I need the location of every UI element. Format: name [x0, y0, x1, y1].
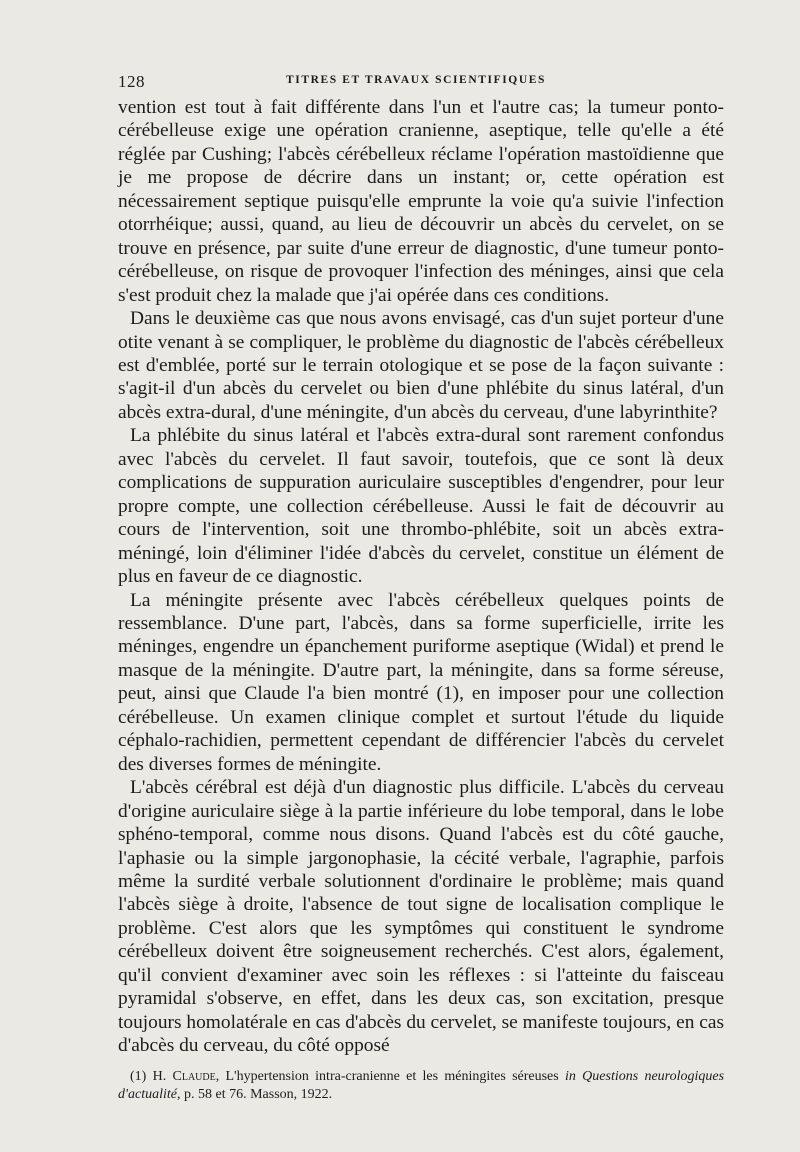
running-head: TITRES ET TRAVAUX SCIENTIFIQUES: [286, 74, 546, 86]
footnote: [118, 1068, 724, 1104]
footnote-source: Questions neurologiques d'actualité: [118, 1069, 725, 1102]
paragraph-3: La phlébite du sinus latéral et l'abcès extra-dural sont rarement confondus avec l'abcès du cervelet. Il faut savoir, toutefois, que ce sont là deux complications de suppuration auriculaire susceptibles d'engendrer, pour leur propre compte, une collection cérébelleuse. Aussi le fait de découvrir au cours de l'intervention, soit une thrombo-phlébite, soit un abcès extra-méningé, loin d'éliminer l'idée d'abcès du cervelet, constitue un élément de plus en faveur de ce diagnostic.: [118, 425, 724, 588]
paragraph-4-text-b: , en imposer pour une collection cérébelleuse. Un examen clinique complet et surtout l'étude du liquide céphalo-rachidien, permettent cependant de différencier l'abcès du cervelet des diverses formes de méningite.: [118, 683, 724, 775]
paragraph-4: [118, 589, 724, 777]
paragraph-5: L'abcès cérébral est déjà d'un diagnostic plus difficile. L'abcès du cerveau d'origine auriculaire siège à la partie inférieure du lobe temporal, dans le lobe sphéno-temporal, comme nous disons. Quand l'abcès est du côté gauche, l'aphasie ou la simple jargonophasie, la cécité verbale, l'agraphie, parfois même la surdité verbale solutionnent d'ordinaire le problème; mais quand l'abcès siège à droite, l'absence de tout signe de localisation complique le problème. C'est alors que les symptômes qui constituent le syndrome cérébelleux doivent être soigneusement recherchés. C'est alors, également, qu'il convient d'examiner avec soin les réflexes : si l'atteinte du faisceau pyramidal s'observe, en effet, dans les deux cas, son excitation, presque toujours homolatérale en cas d'abcès du cervelet, se manifeste toujours, en cas d'abcès du cerveau, du côté opposé: [118, 777, 724, 1057]
body-text: [118, 96, 724, 1058]
footnote-in: in: [565, 1069, 576, 1084]
paragraph-2: Dans le deuxième cas que nous avons envisagé, cas d'un sujet porteur d'une otite venant à se compliquer, le problème du diagnostic de l'abcès cérébelleux est d'emblée, porté sur le terrain otologique et se pose de la façon suivante : s'agit-il d'un abcès du cervelet ou bien d'une phlébite du sinus latéral, d'un abcès extra-dural, d'une méningite, d'un abcès du cerveau, d'une labyrinthite?: [118, 308, 724, 423]
paragraph-1: vention est tout à fait différente dans l'un et l'autre cas; la tumeur ponto-cérébelleuse exige une opération cranienne, aseptique, telle qu'elle a été réglée par Cushing; l'abcès cérébelleux réclame l'opération mastoïdienne que je me propose de décrire dans un instant; or, cette opération est nécessairement septique puisqu'elle emprunte la voie qu'a suivie l'infection otorrhéique; aussi, quand, au lieu de découvrir un abcès du cervelet, on se trouve en présence, par suite d'une erreur de diagnostic, d'une tumeur ponto-cérébelleuse, on risque de provoquer l'infection des méninges, ainsi que cela s'est produit chez la malade que j'ai opérée dans ces conditions.: [118, 97, 724, 306]
footnote-author: Claude: [172, 1069, 216, 1084]
footnote-reference[interactable]: (1): [436, 683, 460, 705]
page-number: 128: [118, 72, 145, 91]
page-header: [118, 66, 724, 92]
footnote-marker: (1) H.: [130, 1069, 167, 1084]
paragraph-4-text-a: La méningite présente avec l'abcès cérébelleux quelques points de ressemblance. D'une part, l'abcès, dans sa forme superficielle, irrite les méninges, engendre un épanchement puriforme aseptique (Widal) et prend le masque de la méningite. D'autre part, la méningite, dans sa forme séreuse, peut, ainsi que Claude l'a bien montré: [118, 589, 724, 705]
footnote-details: , p. 58 et 76. Masson, 1922.: [176, 1087, 333, 1102]
footnote-title: , L'hypertension intra-cranienne et les méningites séreuses: [215, 1069, 559, 1084]
